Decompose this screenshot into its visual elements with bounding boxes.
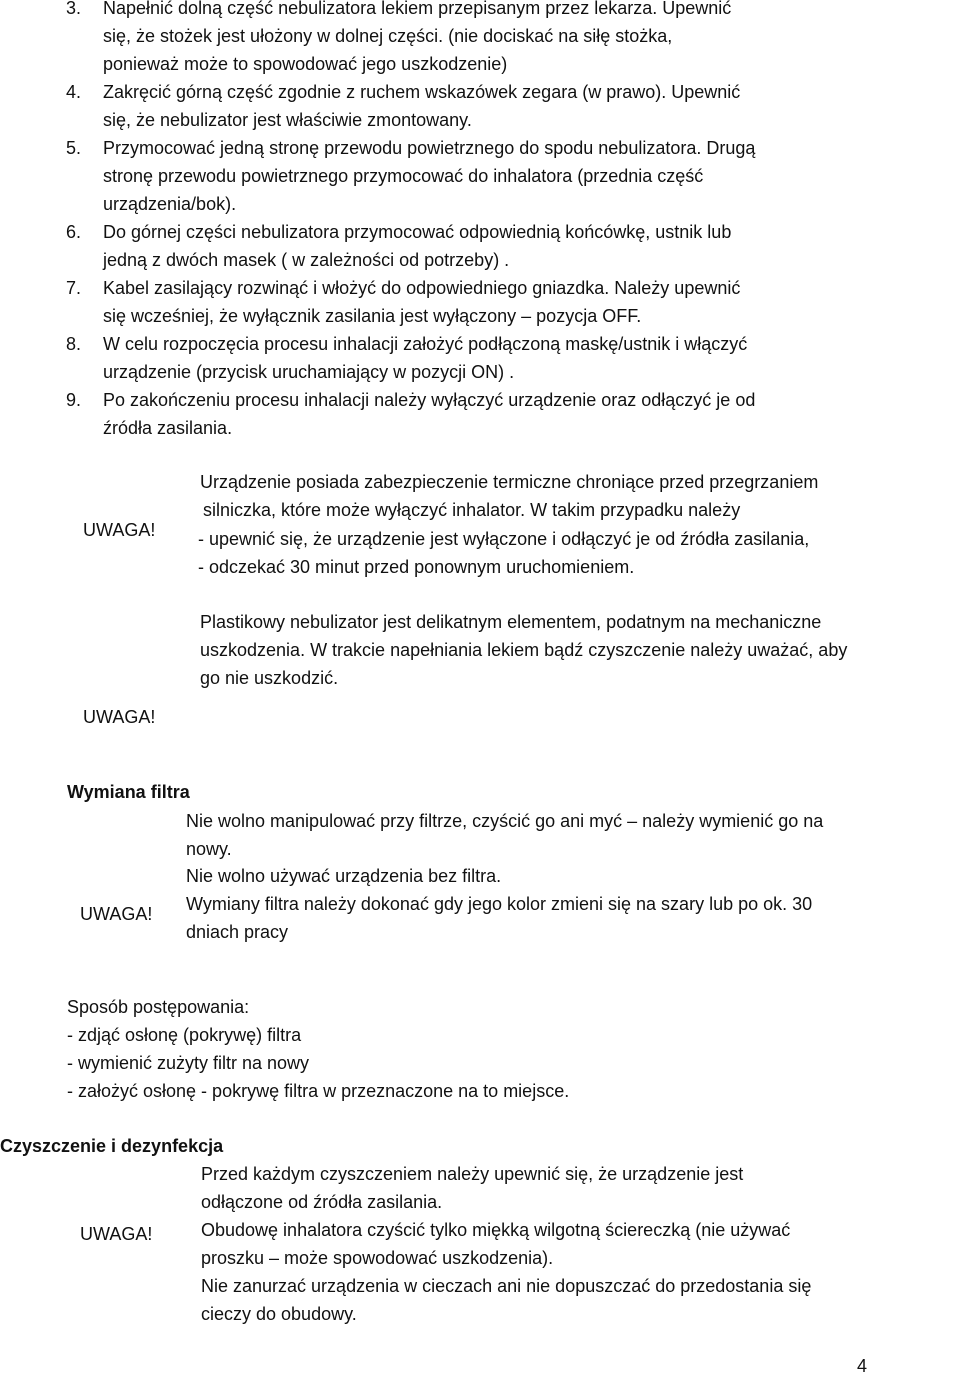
step-text-line: się, że stożek jest ułożony w dolnej części. (nie dociskać na siłę stożka, [103, 26, 673, 46]
cleaning-text-line: proszku – może spowodować uszkodzenia). [201, 1248, 554, 1268]
warning-text-line: uszkodzenia. W trakcie napełniania lekiem bądź czyszczenie należy uważać, aby [200, 640, 848, 660]
filter-text-line: Wymiany filtra należy dokonać gdy jego kolor zmieni się na szary lub po ok. 30 [186, 894, 813, 914]
cleaning-text-line: Obudowę inhalatora czyścić tylko miękką wilgotną ściereczką (nie używać [201, 1220, 791, 1240]
step-text-line: jedną z dwóch masek ( w zależności od potrzeby) . [103, 250, 510, 270]
step-text-line: Po zakończeniu procesu inhalacji należy wyłączyć urządzenie oraz odłączyć je od [103, 390, 756, 410]
warning-label: UWAGA! [83, 520, 156, 540]
procedure-item: - zdjąć osłonę (pokrywę) filtra [67, 1025, 302, 1045]
section-heading: Czyszczenie i dezynfekcja [0, 1136, 224, 1156]
step-number: 4. [66, 82, 82, 102]
step-number: 7. [66, 278, 82, 298]
cleaning-text-line: odłączone od źródła zasilania. [201, 1192, 443, 1212]
cleaning-text-line: Nie zanurzać urządzenia w cieczach ani nie dopuszczać do przedostania się [201, 1276, 812, 1296]
step-text-line: źródła zasilania. [103, 418, 233, 438]
filter-text-line: Nie wolno manipulować przy filtrze, czyścić go ani myć – należy wymienić go na [186, 811, 824, 831]
filter-text-line: dniach pracy [186, 922, 289, 942]
filter-text-line: nowy. [186, 839, 232, 859]
step-text-line: ponieważ może to spowodować jego uszkodzenie) [103, 54, 508, 74]
step-text-line: się wcześniej, że wyłącznik zasilania jest wyłączony – pozycja OFF. [103, 306, 642, 326]
cleaning-text-line: cieczy do obudowy. [201, 1304, 357, 1324]
step-text-line: Napełnić dolną część nebulizatora lekiem przepisanym przez lekarza. Upewnić [103, 0, 732, 18]
step-text-line: urządzenia/bok). [103, 194, 237, 214]
warning-text-line: - upewnić się, że urządzenie jest wyłączone i odłączyć je od źródła zasilania, [198, 529, 810, 549]
step-text-line: Kabel zasilający rozwinąć i włożyć do odpowiedniego gniazdka. Należy upewnić [103, 278, 741, 298]
procedure-item: - wymienić zużyty filtr na nowy [67, 1053, 310, 1073]
step-text-line: stronę przewodu powietrznego przymocować do inhalatora (przednia część [103, 166, 704, 186]
section-heading: Wymiana filtra [67, 782, 190, 802]
page-number: 4 [857, 1356, 868, 1376]
step-number: 8. [66, 334, 82, 354]
warning-label: UWAGA! [80, 1224, 153, 1244]
step-number: 5. [66, 138, 82, 158]
step-number: 9. [66, 390, 82, 410]
warning-text-line: - odczekać 30 minut przed ponownym uruchomieniem. [198, 557, 635, 577]
filter-text-line: Nie wolno używać urządzenia bez filtra. [186, 866, 502, 886]
procedure-item: - założyć osłonę - pokrywę filtra w przeznaczone na to miejsce. [67, 1081, 570, 1101]
step-text-line: Zakręcić górną część zgodnie z ruchem wskazówek zegara (w prawo). Upewnić [103, 82, 741, 102]
procedure-heading: Sposób postępowania: [67, 997, 250, 1017]
warning-text-line: go nie uszkodzić. [200, 668, 339, 688]
step-number: 6. [66, 222, 82, 242]
warning-text-line: Urządzenie posiada zabezpieczenie termiczne chroniące przed przegrzaniem [200, 472, 819, 492]
step-text-line: Do górnej części nebulizatora przymocować odpowiednią końcówkę, ustnik lub [103, 222, 732, 242]
step-text-line: się, że nebulizator jest właściwie zmontowany. [103, 110, 472, 130]
step-text-line: urządzenie (przycisk uruchamiający w pozycji ON) . [103, 362, 515, 382]
cleaning-text-line: Przed każdym czyszczeniem należy upewnić się, że urządzenie jest [201, 1164, 744, 1184]
warning-label: UWAGA! [80, 904, 153, 924]
warning-label: UWAGA! [83, 707, 156, 727]
step-text-line: W celu rozpoczęcia procesu inhalacji założyć podłączoną maskę/ustnik i włączyć [103, 334, 748, 354]
step-text-line: Przymocować jedną stronę przewodu powietrznego do spodu nebulizatora. Drugą [103, 138, 756, 158]
step-number: 3. [66, 0, 82, 18]
warning-text-line: Plastikowy nebulizator jest delikatnym elementem, podatnym na mechaniczne [200, 612, 822, 632]
warning-text-line: silniczka, które może wyłączyć inhalator. W takim przypadku należy [203, 500, 741, 520]
